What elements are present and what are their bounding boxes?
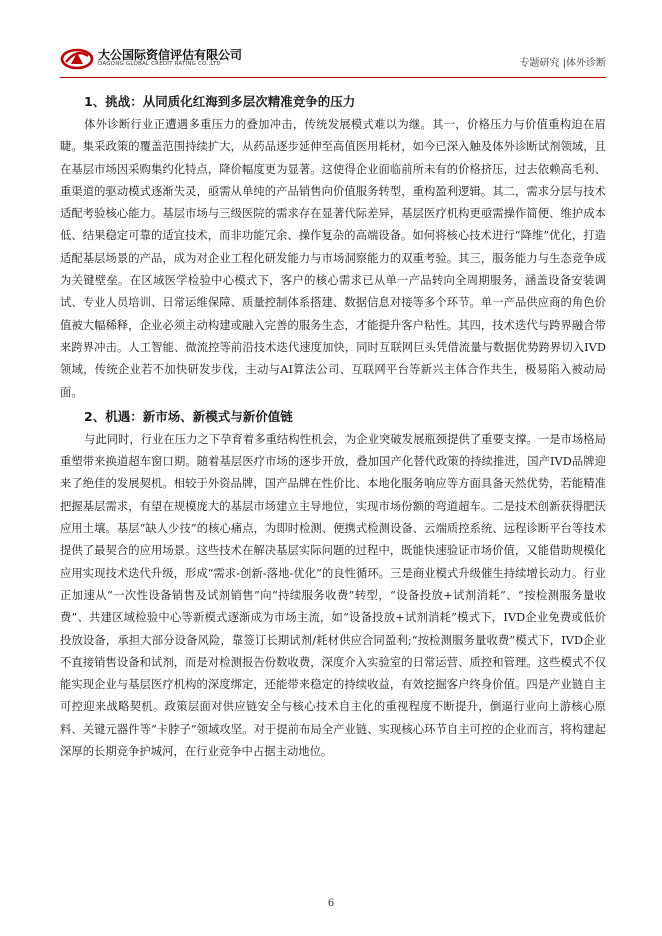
header-divider	[60, 77, 606, 78]
page-header	[60, 44, 606, 74]
paragraph-opportunity: 与此同时，行业在压力之下孕育着多重结构性机会，为企业突破发展瓶颈提供了重要支撑。一是市场格局重塑带来换道超车窗口期。随着基层医疗市场的逐步开放，叠加国产化替代政策的持续推进，国产IVD品牌迎来了绝佳的发展契机。相较于外资品牌，国产品牌在性价比、本地化服务响应等方面具备天然优势，若能精准把握基层需求，有望在规模庞大的基层市场建立主导地位，实现市场份额的弯道超车。二是技术创新获得肥沃应用土壤。基层“缺人少技”的核心痛点，为即时检测、便携式检测设备、云端质控系统、远程诊断平台等技术提供了最契合的应用场景。这些技术在解决基层实际问题的过程中，既能快速验证市场价值，又能借助规模化应用实现技术迭代升级，形成“需求-创新-落地-优化”的良性循环。三是商业模式升级催生持续增长动力。行业正加速从“一次性设备销售及试剂销售”向“持续服务收费”转型，“设备投放+试剂消耗”、“按检测服务量收费”、共建区域检验中心等新模式逐渐成为市场主流，如“设备投放+试剂消耗”模式下，IVD企业免费或低价投放设备，承担大部分设备风险，靠签订长期试剂/耗材供应合同盈利;“按检测服务量收费”模式下，IVD企业不直接销售设备和试剂，而是对检测报告份数收费，深度介入实验室的日常运营、质控和管理。这些模式不仅能实现企业与基层医疗机构的深度绑定，还能带来稳定的持续收益，有效挖掘客户终身价值。四是产业链自主可控迎来战略契机。政策层面对供应链安全与核心技术自主化的重视程度不断提升，倒逼行业向上游核心原料、关键元器件等“卡脖子”领域攻坚。对于提前布局全产业链、实现核心环节自主可控的企业而言，将构建起深厚的长期竞争护城河，在行业竞争中占据主动地位。	[60, 432, 606, 759]
document-body	[60, 92, 606, 766]
paragraph-challenge: 体外诊断行业正遭遇多重压力的叠加冲击，传统发展模式难以为继。其一，价格压力与价值重构迫在眉睫。集采政策的覆盖范围持续扩大，从药品逐步延伸至高值医用耗材，如今已深入触及体外诊断试剂领域，且在基层市场因采购集约化特点，降价幅度更为显著。这使得企业面临前所未有的价格挤压，过去依赖高毛利、重渠道的驱动模式逐渐失灵，亟需从单纯的产品销售向价值服务转型，重构盈利逻辑。其二，需求分层与技术适配考验核心能力。基层市场与三级医院的需求存在显著代际差异，基层医疗机构更亟需操作简便、维护成本低、结果稳定可靠的适宜技术，而非功能冗余、操作复杂的高端设备。如何将核心技术进行“降维”优化，打造适配基层场景的产品，成为对企业工程化研发能力与市场洞察能力的双重考验。其三，服务能力与生态竞争成为关键壁垒。在区域医学检验中心模式下，客户的核心需求已从单一产品转向全周期服务，涵盖设备安装调试、专业人员培训、日常运维保障、质量控制体系搭建、数据信息对接等多个环节。单一产品供应商的角色价值被大幅稀释，企业必须主动构建或融入完善的服务生态，才能提升客户粘性。其四，技术迭代与跨界融合带来跨界冲击。人工智能、微流控等前沿技术迭代速度加快，同时互联网巨头凭借流量与数据优势跨界切入IVD领域，传统企业若不加快研发步伐，主动与AI算法公司、互联网平台等新兴主体合作共生，极易陷入被动局面。	[60, 118, 606, 399]
logo-chinese-name: 大公国际资信评估有限公司	[98, 48, 243, 62]
page-number: 6	[327, 898, 335, 909]
section-heading-challenge: 1、挑战：从同质化红海到多层次精准竞争的压力	[84, 94, 356, 109]
dagong-logo-icon	[60, 46, 94, 70]
report-category-tag: 专题研究 |体外诊断	[519, 58, 606, 69]
section-heading-opportunity: 2、机遇：新市场、新模式与新价值链	[84, 408, 293, 424]
company-logo	[60, 44, 310, 72]
logo-english-name: DAGONG GLOBAL CREDIT RATING CO.,LTD	[98, 61, 221, 67]
